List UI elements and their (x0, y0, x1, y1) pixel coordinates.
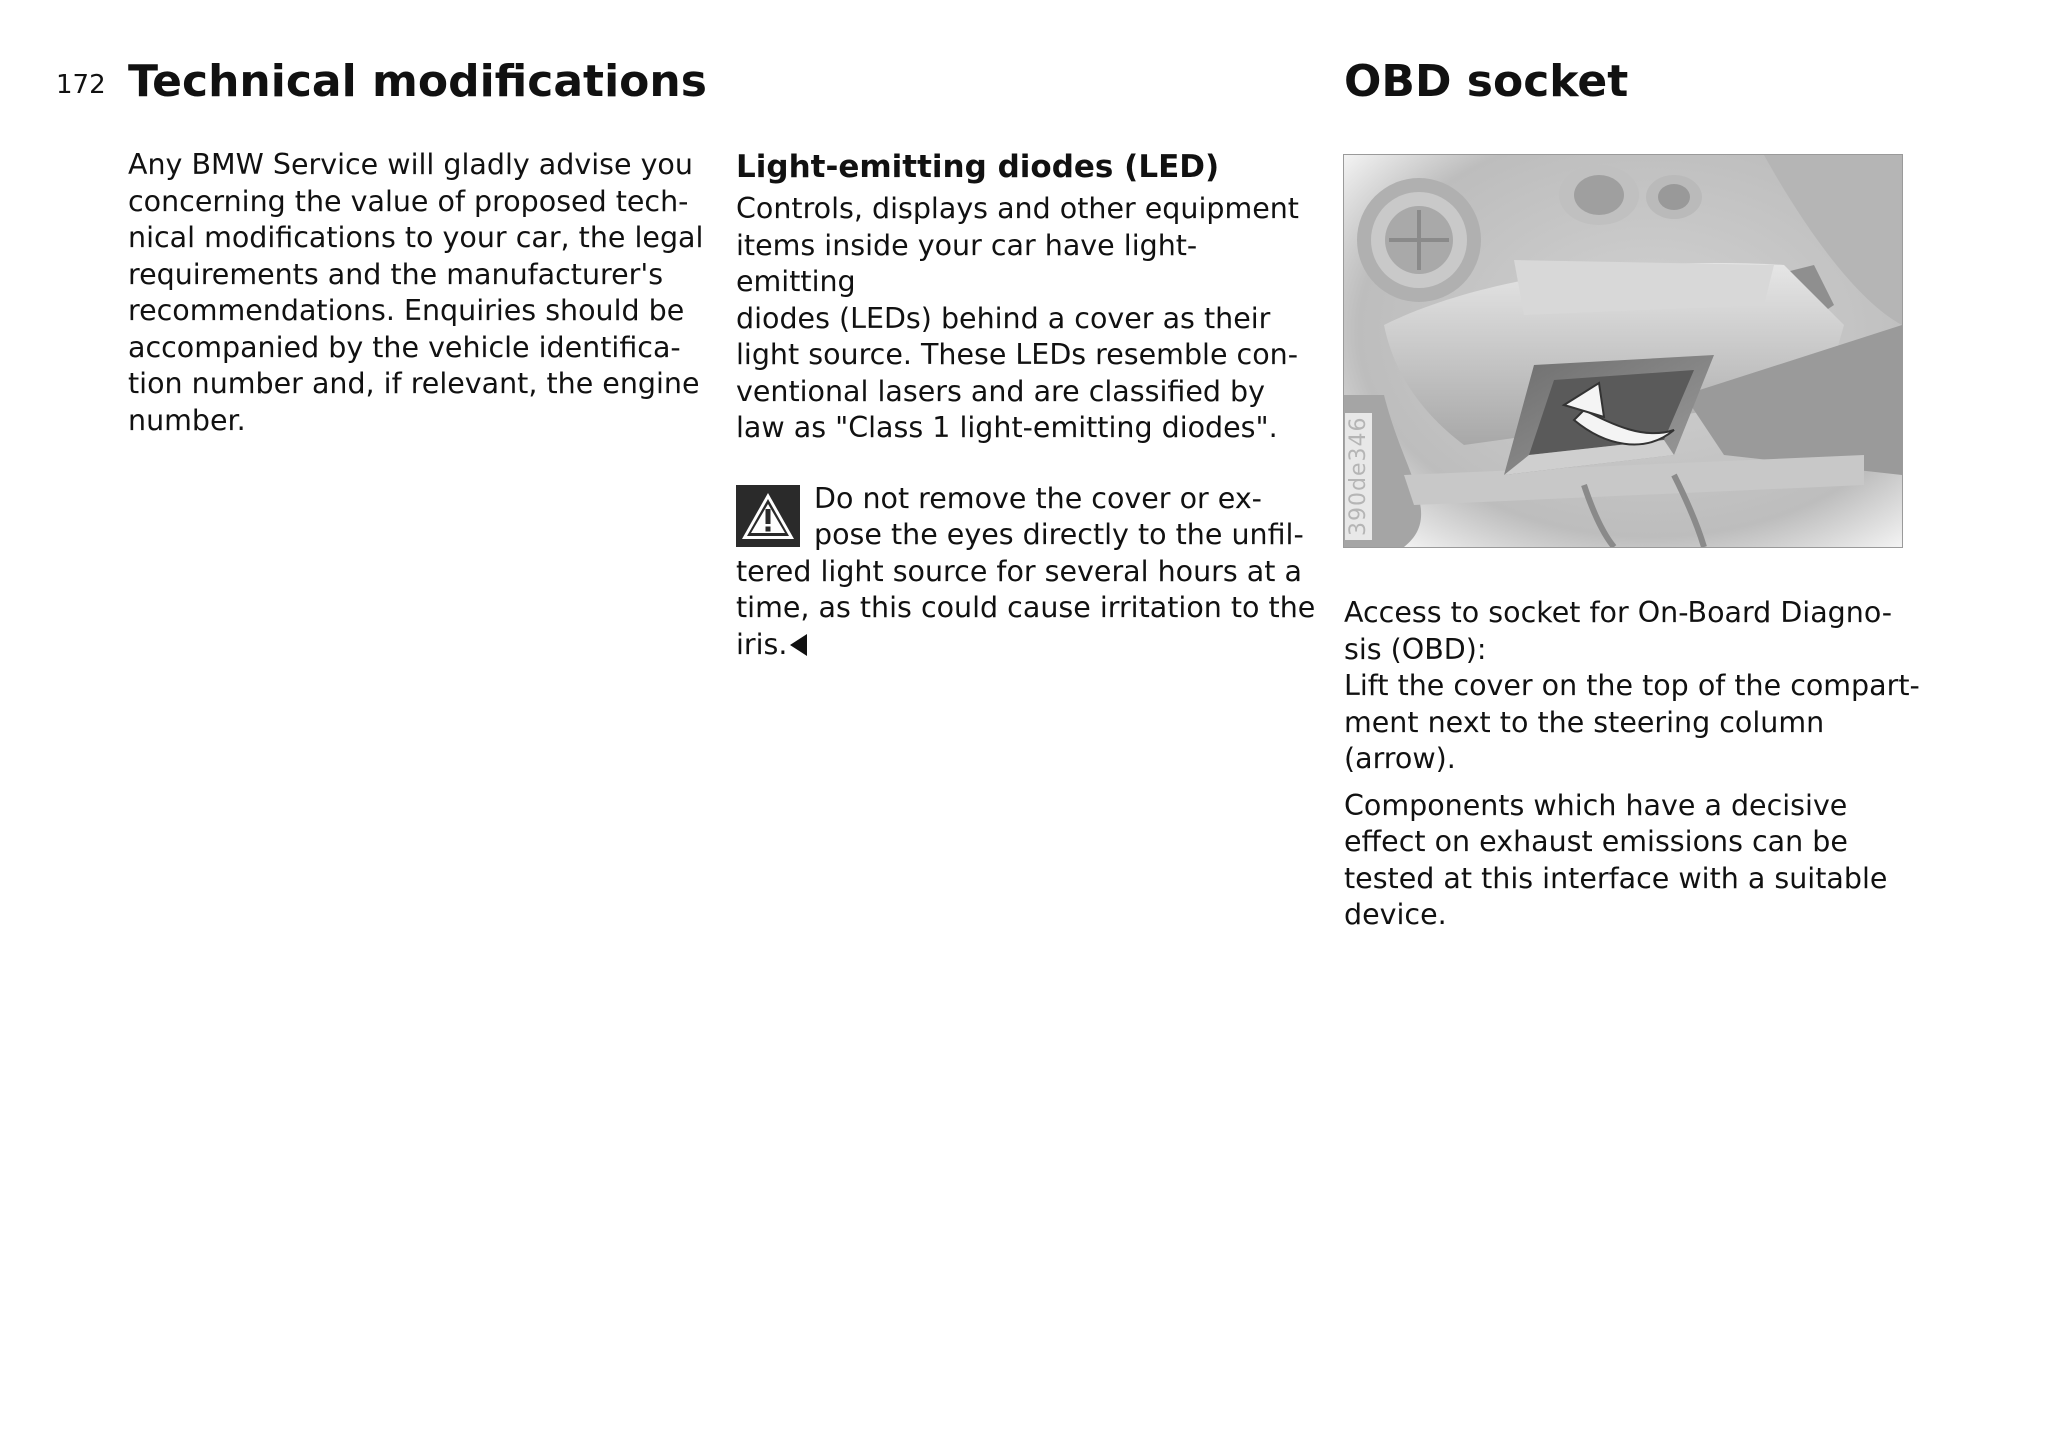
obd-socket-illustration (1343, 154, 1903, 548)
figure-code: 390de346 (1345, 413, 1372, 540)
page-number: 172 (56, 70, 106, 100)
section-title-obd-socket: OBD socket (1344, 56, 1629, 107)
text-line: diodes (LEDs) behind a cover as their (736, 301, 1271, 335)
section-title-technical-modifications: Technical modifications (128, 56, 707, 107)
text-line: ment next to the steering column (1344, 705, 1825, 739)
text-line: time, as this could cause irritation to the (736, 591, 1316, 624)
text-line: Lift the cover on the top of the compart- (1344, 669, 1920, 702)
text-line: ventional lasers and are classified by (736, 374, 1265, 408)
text-line: requirements and the manufacturer's (128, 257, 664, 291)
text-line: tested at this interface with a suitable (1344, 861, 1888, 895)
text-line: (arrow). (1344, 742, 1456, 775)
text-line: Any BMW Service will gladly advise you (128, 148, 693, 181)
text-line: accompanied by the vehicle identifica- (128, 330, 681, 364)
text-line: nical modifications to your car, the legal (128, 221, 704, 254)
text-line: device. (1344, 898, 1447, 931)
text-line: effect on exhaust emissions can be (1344, 825, 1848, 858)
text-line: pose the eyes directly to the unfil- (814, 518, 1304, 551)
text-line: tion number and, if relevant, the engine (128, 367, 700, 400)
text-line: Controls, displays and other equipment (736, 192, 1299, 225)
text-line: sis (OBD): (1344, 632, 1487, 666)
warning-note (736, 481, 1316, 664)
text-line: iris. (736, 627, 788, 661)
led-section (736, 147, 1316, 663)
text-line: number. (128, 403, 246, 437)
body-paragraph (1344, 788, 1944, 934)
body-paragraph (1344, 595, 1944, 778)
text-line: items inside your car have light-emitting (736, 228, 1198, 298)
text-line: Components which have a decisive (1344, 788, 1848, 822)
end-of-section-triangle-icon (790, 634, 807, 656)
text-line: Do not remove the cover or ex- (814, 481, 1262, 515)
text-line: law as "Class 1 light-emitting diodes". (736, 411, 1278, 444)
text-line: concerning the value of proposed tech- (128, 184, 689, 218)
technical-modifications-text (128, 147, 718, 439)
text-line: tered light source for several hours at a (736, 554, 1302, 588)
body-paragraph (736, 191, 1316, 447)
text-line: recommendations. Enquiries should be (128, 294, 685, 327)
obd-socket-text (1344, 595, 1944, 934)
warning-triangle-icon (736, 485, 800, 547)
text-line: light source. These LEDs resemble con- (736, 338, 1298, 371)
text-line: Access to socket for On-Board Diagno- (1344, 596, 1893, 629)
body-paragraph (128, 147, 718, 439)
led-subheading: Light-emitting diodes (LED) (736, 149, 1220, 185)
